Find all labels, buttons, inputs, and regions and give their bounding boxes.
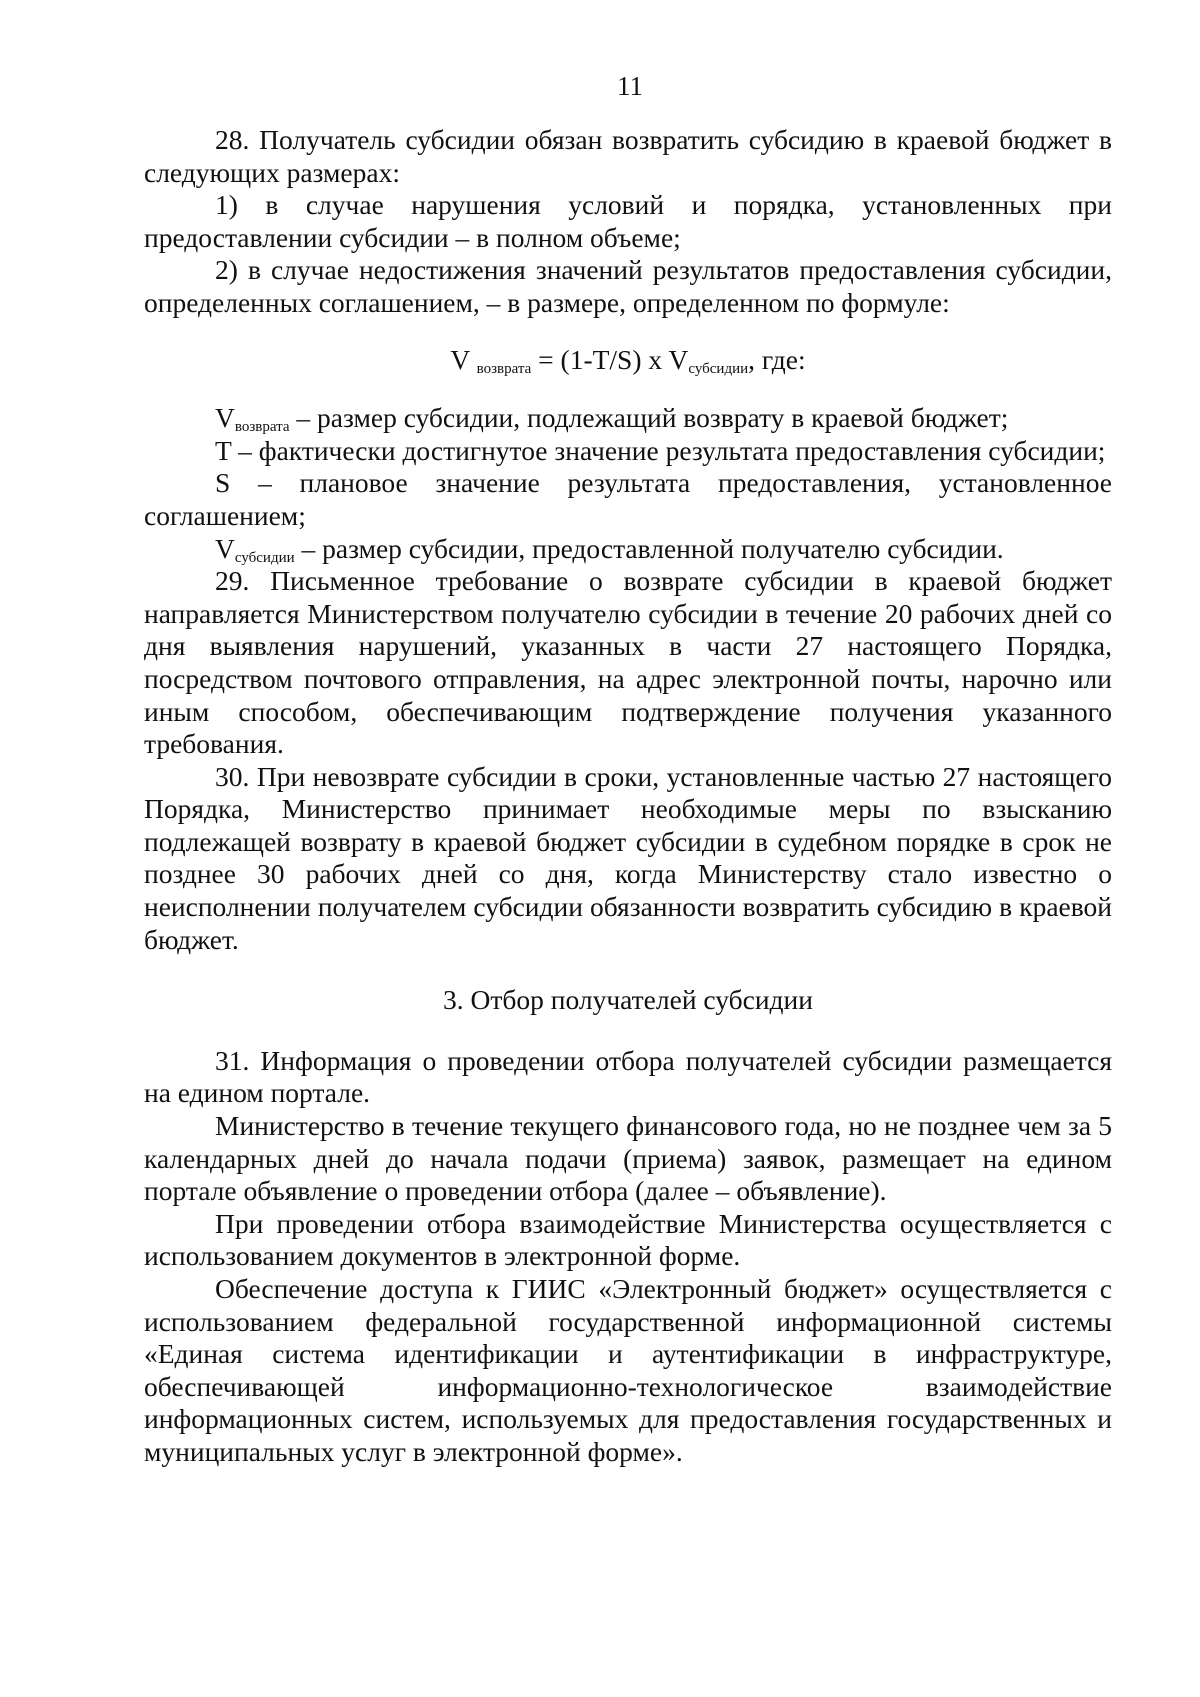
definition-v-return-text: – размер субсидии, подлежащий возврату в краевой бюджет; xyxy=(289,402,1009,434)
paragraph-31-announcement: Министерство в течение текущего финансового года, но не позднее чем за 5 календарных дней до начала подачи (приема) заявок, размещает на едином портале объявление о проведении отбора (далее – объявление). xyxy=(144,1110,1112,1207)
definition-v-return-symbol: V xyxy=(215,402,235,434)
definition-t: T – фактически достигнутое значение результата предоставления субсидии; xyxy=(215,434,1106,466)
section-heading: 3. Отбор получателей субсидии xyxy=(443,984,813,1016)
return-formula xyxy=(144,344,1112,377)
paragraph-28-item-2: 2) в случае недостижения значений результатов предоставления субсидии, определенных соглашением, – в размере, определенном по формуле: xyxy=(144,254,1112,318)
paragraph-31-access: Обеспечение доступа к ГИИС «Электронный бюджет» осуществляется с использованием федеральной государственной информационной системы «Единая система идентификации и аутентификации в инфраструктуре, обеспечивающей информационно-технологическое взаимодействие информационных систем, используемых для предоставления государственных и муниципальных услуг в электронной форме». xyxy=(144,1273,1112,1467)
paragraph-31: 31. Информация о проведении отбора получателей субсидии размещается на едином портале. xyxy=(144,1044,1112,1109)
formula-tail: , где: xyxy=(748,343,806,375)
paragraph-28-item-1: 1) в случае нарушения условий и порядка, установленных при предоставлении субсидии – в полном объеме; xyxy=(144,189,1112,253)
paragraph-30: 30. При невозврате субсидии в сроки, установленные частью 27 настоящего Порядка, Министерство принимает необходимые меры по взысканию подлежащей возврату в краевой бюджет субсидии в судебном порядке в срок не позднее 30 рабочих дней со дня, когда Министерству стало известно о неисполнении получателем субсидии обязанности возвратить субсидию в краевой бюджет. xyxy=(144,760,1112,955)
paragraph-28-intro: 28. Получатель субсидии обязан возвратить субсидию в краевой бюджет в следующих размерах: xyxy=(144,124,1112,188)
definition-v-subsidy xyxy=(144,533,1112,566)
definition-v-subsidy-symbol: V xyxy=(215,532,235,564)
paragraph-31-electronic-docs: При проведении отбора взаимодействие Министерства осуществляется с использованием документов в электронной форме. xyxy=(144,1207,1112,1272)
definition-v-subsidy-sub: субсидии xyxy=(234,549,295,566)
definition-v-subsidy-text: – размер субсидии, предоставленной получателю субсидии. xyxy=(294,532,1004,564)
formula-sub-subsidy: субсидии xyxy=(688,360,749,377)
formula-v-return: V xyxy=(450,343,470,375)
formula-sub-return: возврата xyxy=(476,360,532,377)
page-number: 11 xyxy=(617,71,643,101)
formula-middle: = (1-T/S) x V xyxy=(538,343,689,375)
document-body xyxy=(144,124,1112,1469)
paragraph-29: 29. Письменное требование о возврате субсидии в краевой бюджет направляется Министерством получателю субсидии в течение 20 рабочих дней со дня выявления нарушений, указанных в части 27 настоящего Порядка, посредством почтового отправления, на адрес электронной почты, нарочно или иным способом, обеспечивающим подтверждение получения указанного требования. xyxy=(144,565,1112,760)
definition-v-return-sub: возврата xyxy=(234,419,290,436)
definition-v-return xyxy=(144,402,1112,435)
definition-s: S – плановое значение результата предоставления, установленное соглашением; xyxy=(144,467,1112,531)
